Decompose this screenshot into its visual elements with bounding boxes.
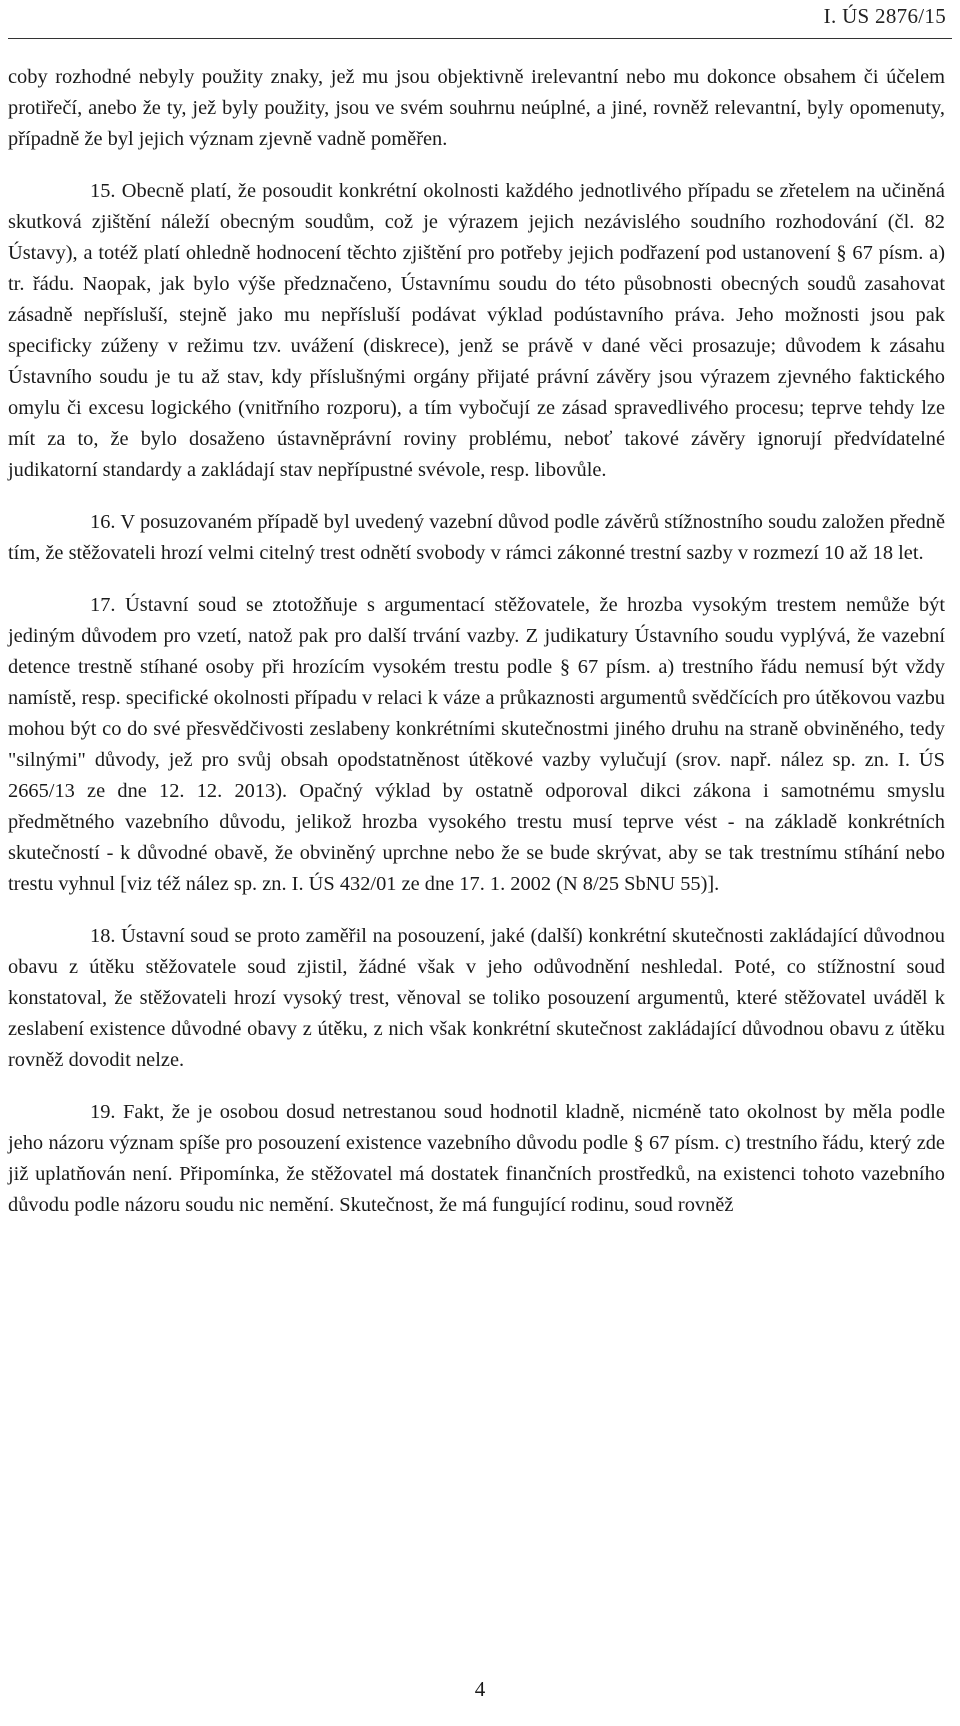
- paragraph-17: [8, 590, 945, 900]
- paragraph-number: 18.: [90, 925, 116, 947]
- paragraph-15: [8, 176, 945, 486]
- paragraph-number: 16.: [90, 511, 116, 533]
- document-body: [8, 62, 945, 1221]
- paragraph-19: [8, 1097, 945, 1221]
- case-reference: I. ÚS 2876/15: [823, 4, 946, 28]
- page-number: 4: [474, 1677, 486, 1701]
- paragraph-text: Obecně platí, že posoudit konkrétní okolnosti každého jednotlivého případu se zřetelem na učiněná skutková zjištění náleží obecným soudům, což je výrazem jejich nezávislého soudního rozhodování (čl. 82 Ústavy), a totéž platí ohledně hodnocení těchto zjištění pro potřeby jejich podřazení pod ustanovení § 67 písm. a) tr. řádu. Naopak, jak bylo výše předznačeno, Ústavnímu soudu do této působnosti obecných soudů zasahovat zásadně nepřísluší, stejně jako mu nepřísluší podávat výklad podústavního práva. Jeho možnosti jsou pak specificky zúženy v režimu tzv. uvážení (diskrece), jenž se právě v dané věci prosazuje; důvodem k zásahu Ústavního soudu je tu až stav, kdy příslušnými orgány přijaté právní závěry jsou výrazem zjevného faktického omylu či excesu logického (vnitřního rozporu), a tím vybočují ze zásad spravedlivého procesu; teprve tehdy lze mít za to, že bylo dosaženo ústavněprávní roviny problému, neboť takové závěry ignorují předvídatelné judikatorní standardy a zakládají stav nepřípustné svévole, resp. libovůle.: [8, 180, 945, 481]
- paragraph-number: 17.: [90, 594, 116, 616]
- paragraph-number: 19.: [90, 1101, 116, 1123]
- paragraph-continued: [8, 62, 945, 155]
- paragraph-text: V posuzovaném případě byl uvedený vazební důvod podle závěrů stížnostního soudu založen předně tím, že stěžovateli hrozí velmi citelný trest odnětí svobody v rámci zákonné trestní sazby v rozmezí 10 až 18 let.: [8, 511, 945, 564]
- paragraph-text: coby rozhodné nebyly použity znaky, jež mu jsou objektivně irelevantní nebo mu dokonce obsahem či účelem protiřečí, anebo že ty, jež byly použity, jsou ve svém souhrnu neúplné, a jiné, rovněž relevantní, byly opomenuty, případně že byl jejich význam zjevně vadně poměřen.: [8, 66, 945, 150]
- paragraph-16: [8, 507, 945, 569]
- paragraph-18: [8, 921, 945, 1076]
- paragraph-text: Ústavní soud se proto zaměřil na posouzení, jaké (další) konkrétní skutečnosti zakládající důvodnou obavu z útěku stěžovatele soud zjistil, žádné však v jeho odůvodnění neshledal. Poté, co stížnostní soud konstatoval, že stěžovateli hrozí vysoký trest, věnoval se toliko posouzení argumentů, které stěžovatel uváděl k zeslabení existence důvodné obavy z útěku, z nich však konkrétní skutečnost zakládající důvodnou obavu z útěku rovněž dovodit nelze.: [8, 925, 945, 1071]
- paragraph-text: Ústavní soud se ztotožňuje s argumentací stěžovatele, že hrozba vysokým trestem nemůže být jediným důvodem pro vzetí, natož pak pro další trvání vazby. Z judikatury Ústavního soudu vyplývá, že vazební detence trestně stíhané osoby při hrozícím vysokém trestu podle § 67 písm. a) trestního řádu nemusí být vždy namístě, resp. specifické okolnosti případu v relaci k váze a průkaznosti argumentů svědčících pro útěkovou vazbu mohou být co do své přesvědčivosti zeslabeny konkrétními skutečnostmi jiného druhu na straně obviněného, tedy "silnými" důvody, jež pro svůj obsah opodstatněnost útěkové vazby vylučují (srov. např. nález sp. zn. I. ÚS 2665/13 ze dne 12. 12. 2013). Opačný výklad by ostatně odporoval dikci zákona i samotnému smyslu předmětného vazebního důvodu, jelikož hrozba vysokého trestu musí teprve vést - na základě konkrétních skutečností - k důvodné obavě, že obviněný uprchne nebo že se bude skrývat, aby se tak trestnímu stíhání nebo trestu vyhnul [viz též nález sp. zn. I. ÚS 432/01 ze dne 17. 1. 2002 (N 8/25 SbNU 55)].: [8, 594, 945, 895]
- paragraph-number: 15.: [90, 180, 116, 202]
- header-divider: [8, 38, 952, 39]
- paragraph-text: Fakt, že je osobou dosud netrestanou soud hodnotil kladně, nicméně tato okolnost by měla podle jeho názoru význam spíše pro posouzení existence vazebního důvodu podle § 67 písm. c) trestního řádu, který zde již uplatňován není. Připomínka, že stěžovatel má dostatek finančních prostředků, na existenci tohoto vazebního důvodu podle názoru soudu nic nemění. Skutečnost, že má fungující rodinu, soud rovněž: [8, 1101, 945, 1216]
